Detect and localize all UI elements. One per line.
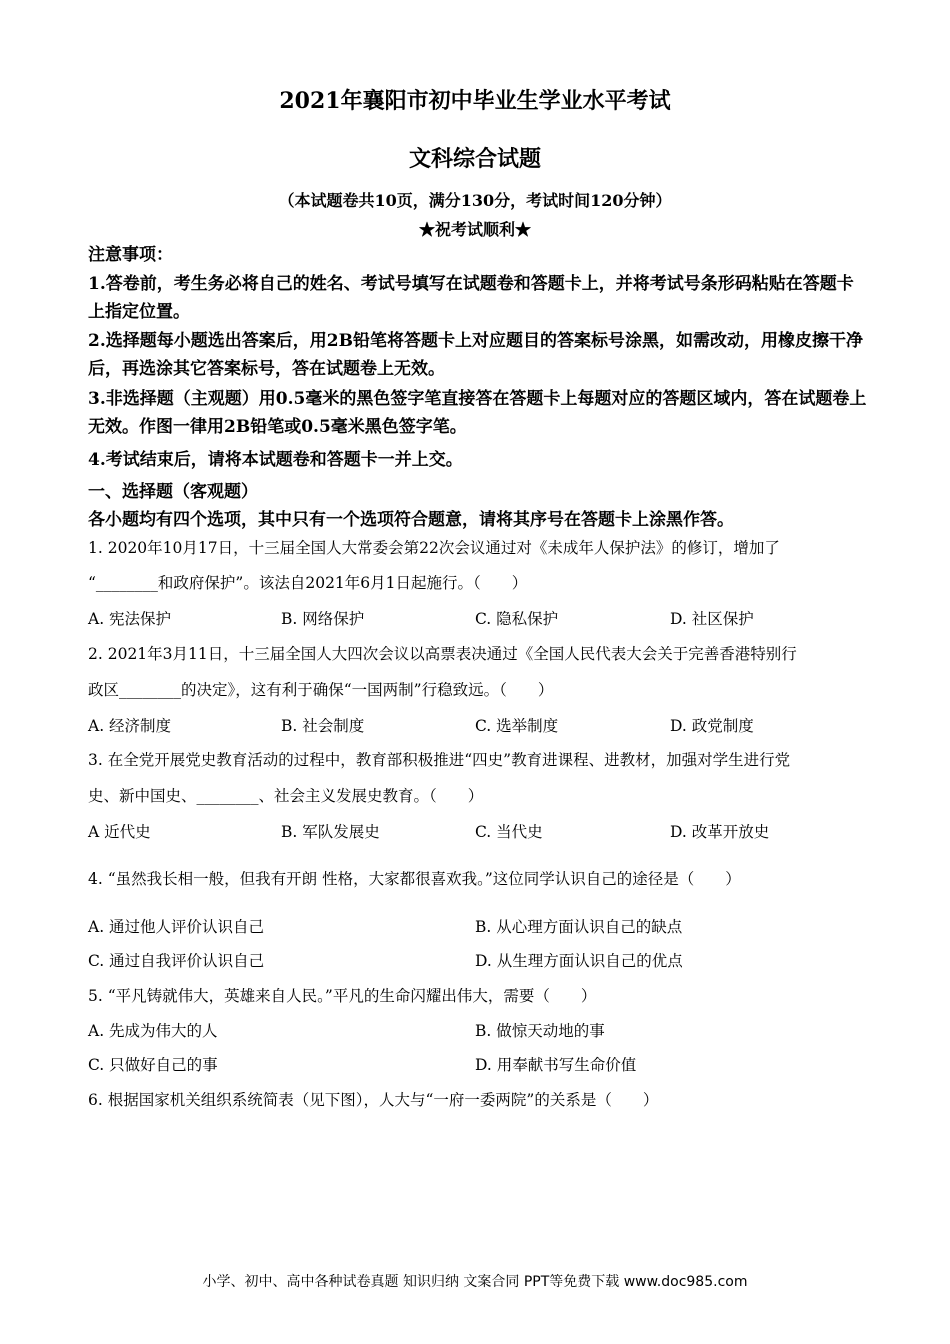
option-a[interactable]: A. 先成为伟大的人 xyxy=(88,1022,218,1040)
option-a[interactable]: A. 经济制度 xyxy=(88,717,172,735)
option-b[interactable]: B. 军队发展史 xyxy=(281,823,380,841)
exam-info: （本试题卷共10页，满分130分，考试时间120分钟） xyxy=(278,191,672,210)
question-2-line-1: 2. 2021年3月11日，十三届全国人大四次会议以高票表决通过《全国人民代表大会关于完善香港特别行 xyxy=(88,645,797,663)
question-4-line-1: 4. “虽然我长相一般，但我有开朗 性格，大家都很喜欢我。”这位同学认识自己的途径是（ ） xyxy=(88,870,741,888)
option-a[interactable]: A. 通过他人评价认识自己 xyxy=(88,918,265,936)
exam-subject: 文科综合试题 xyxy=(408,146,541,172)
exam-title: 2021年襄阳市初中毕业生学业水平考试 xyxy=(279,88,671,114)
question-2-options xyxy=(88,714,868,738)
question-5-options-row-1 xyxy=(88,1019,868,1043)
option-c[interactable]: C. 选举制度 xyxy=(475,717,559,735)
option-b[interactable]: B. 社会制度 xyxy=(281,717,365,735)
question-3-options xyxy=(88,820,868,844)
option-c[interactable]: C. 隐私保护 xyxy=(475,610,559,628)
option-c[interactable]: C. 只做好自己的事 xyxy=(88,1056,218,1074)
question-3-line-2: 史、新中国史、________、社会主义发展史教育。（ ） xyxy=(88,787,484,805)
question-1-line-2: “________和政府保护”。该法自2021年6月1日起施行。（ ） xyxy=(88,574,528,592)
option-d[interactable]: D. 改革开放史 xyxy=(670,823,770,841)
option-d[interactable]: D. 用奉献书写生命价值 xyxy=(475,1056,637,1074)
option-a[interactable]: A. 宪法保护 xyxy=(88,610,172,628)
option-c[interactable]: C. 当代史 xyxy=(475,823,543,841)
option-a[interactable]: A 近代史 xyxy=(88,823,151,841)
question-5-options-row-2 xyxy=(88,1053,868,1077)
section-instruction: 各小题均有四个选项，其中只有一个选项符合题意，请将其序号在答题卡上涂黑作答。 xyxy=(88,510,734,530)
question-2-line-2: 政区________的决定》，这有利于确保“一国两制”行稳致远。（ ） xyxy=(88,681,554,699)
note-item-3: 3.非选择题（主观题）用0.5毫米的黑色签字笔直接答在答题卡上每题对应的答题区域内，答在试题卷上无效。作图一律用2B铅笔或0.5毫米黑色签字笔。 xyxy=(88,389,867,437)
option-d[interactable]: D. 社区保护 xyxy=(670,610,754,628)
option-b[interactable]: B. 从心理方面认识自己的缺点 xyxy=(475,918,683,936)
question-3-line-1: 3. 在全党开展党史教育活动的过程中，教育部积极推进“四史”教育进课程、进教材，加强对学生进行党 xyxy=(88,751,791,769)
option-b[interactable]: B. 网络保护 xyxy=(281,610,365,628)
question-4-options-row-1 xyxy=(88,915,868,939)
option-d[interactable]: D. 从生理方面认识自己的优点 xyxy=(475,952,683,970)
page-footer: 小学、初中、高中各种试卷真题 知识归纳 文案合同 PPT等免费下载 www.doc985.com xyxy=(202,1274,748,1290)
exam-wish: ★祝考试顺利★ xyxy=(418,220,531,239)
section-heading: 一、选择题（客观题） xyxy=(88,482,258,502)
question-6-line-1: 6. 根据国家机关组织系统简表（见下图），人大与“一府一委两院”的关系是（ ） xyxy=(88,1091,659,1109)
note-item-1: 1.答卷前，考生务必将自己的姓名、考试号填写在试题卷和答题卡上，并将考试号条形码粘贴在答题卡上指定位置。 xyxy=(88,274,854,322)
question-4-options-row-2 xyxy=(88,949,868,973)
note-item-2: 2.选择题每小题选出答案后，用2B铅笔将答题卡上对应题目的答案标号涂黑，如需改动，用橡皮擦干净后，再选涂其它答案标号，答在试题卷上无效。 xyxy=(88,331,863,379)
question-1-line-1: 1. 2020年10月17日，十三届全国人大常委会第22次会议通过对《未成年人保护法》的修订，增加了 xyxy=(88,539,780,557)
option-d[interactable]: D. 政党制度 xyxy=(670,717,754,735)
note-item-4: 4.考试结束后，请将本试题卷和答题卡一并上交。 xyxy=(88,450,463,470)
notes-heading: 注意事项： xyxy=(88,245,173,265)
question-1-options xyxy=(88,607,868,631)
option-c[interactable]: C. 通过自我评价认识自己 xyxy=(88,952,265,970)
option-b[interactable]: B. 做惊天动地的事 xyxy=(475,1022,605,1040)
question-5-line-1: 5. “平凡铸就伟大，英雄来自人民。”平凡的生命闪耀出伟大，需要（ ） xyxy=(88,987,597,1005)
